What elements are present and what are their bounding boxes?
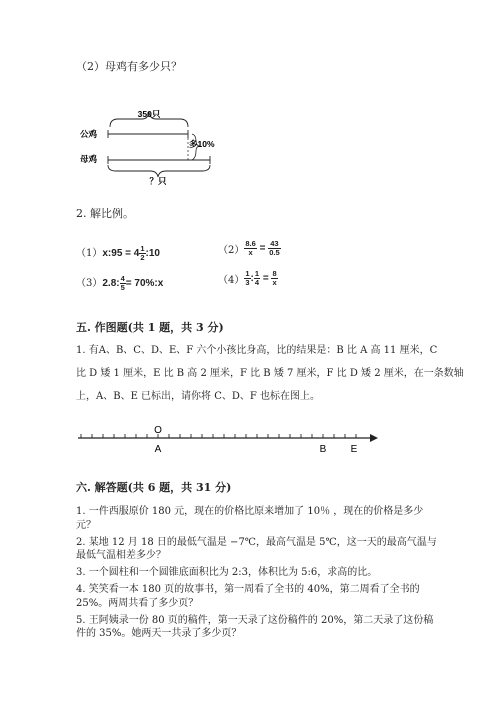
text-line: 比 D 矮 1 厘米，E 比 B 高 2 厘米，F 比 B 矮 7 厘米，F 比 D 矮 2 厘米，在一条数轴 [76,368,464,379]
ratio-item-number: （1） [76,248,103,259]
text-line: 元？ [76,519,96,531]
section-5-question-1 [76,344,464,413]
top-brace-label: 350只 [137,109,161,119]
ratio-lhs: x:95 = 4 [102,248,140,259]
origin-label: O [154,425,162,436]
text-line: 5. 王阿姨录一份 80 页的稿件，第一天录了这份稿件的 20%，第二天录了这份稿 [76,614,434,626]
text-line: 件的 35%。她两天一共录了多少页？ [76,628,242,639]
bottom-brace-label: ？只 [149,176,167,185]
colon: : [250,273,254,284]
number-line-svg [70,420,380,460]
text-line: 1. 有A、B、C、D、E、F 六个小孩比身高，比的结果是：B 比 A 高 11 厘米，C [76,345,438,356]
text-line: 最低气温相差多少？ [76,550,166,561]
ratio-item-number: （2） [218,245,245,256]
equals-sign: = [259,243,266,254]
question-2-prompt: （2）母鸡有多少只？ [76,60,182,73]
axis-arrow-icon [370,434,378,442]
number-line [70,420,380,460]
point-b-label: B [319,444,327,455]
ratio-item-number: （4） [218,275,245,286]
bar-diagram [80,105,230,185]
fraction: $\frac{1}{4}$ [254,269,260,287]
ratio-item-4 [218,270,278,287]
fraction: $\frac{4}{5}$ [120,273,125,292]
section-5-title: 五. 作图题(共 1 题，共 3 分) [76,321,224,334]
fraction: $\frac{43}{0.5}$ [269,239,280,257]
ratio-item-1 [76,244,160,262]
fraction: $\frac{8}{x}$ [272,269,277,287]
ratio-item-2 [218,240,281,257]
text-line: 上，A、B、E 已标出，请你将 C、D、F 也标在图上。 [76,391,321,402]
point-a-label: A [154,444,162,455]
ratio-item-3 [76,274,163,292]
equals-sign: = [262,273,269,284]
row-label-hen: 母鸡 [80,154,98,164]
fraction: $\frac{1}{3}$ [245,269,250,287]
text-line: 2. 某地 12 月 18 日的最低气温是 −7℃，最高气温是 5℃，这一天的最高气温与 [76,536,437,548]
fraction: $\frac{8.6}{x}$ [245,239,256,257]
text-line: 3. 一个圆柱和一个圆锥底面积比为 2:3，体积比为 5:6，求高的比。 [76,567,378,578]
ratio-rhs: :10 [145,248,160,259]
more-label: 多10% [189,139,215,149]
section-6-title: 六. 解答题(共 6 题，共 31 分) [76,481,232,494]
ratio-item-number: （3） [76,278,103,289]
ratio-rhs: = 70%:x [125,278,164,289]
ratio-lhs: 2.8: [102,278,120,289]
text-line: 1. 一件西服原价 180 元，现在的价格比原来增加了 10％ ，现在的价格是多少 [76,506,424,517]
text-line: 4. 笑笑看一本 180 页的故事书，第一周看了全书的 40%，第二周看了全书的 [76,584,420,595]
row-label-rooster: 公鸡 [80,129,98,139]
section-6-questions [76,505,436,644]
ratio-question-title: 2. 解比例。 [76,207,134,220]
fraction: $\frac{1}{2}$ [140,243,145,262]
point-e-label: E [350,444,358,455]
ticks [81,434,356,438]
bar-diagram-svg [80,105,230,185]
text-line: 25%。两周共看了多少页？ [76,597,199,609]
